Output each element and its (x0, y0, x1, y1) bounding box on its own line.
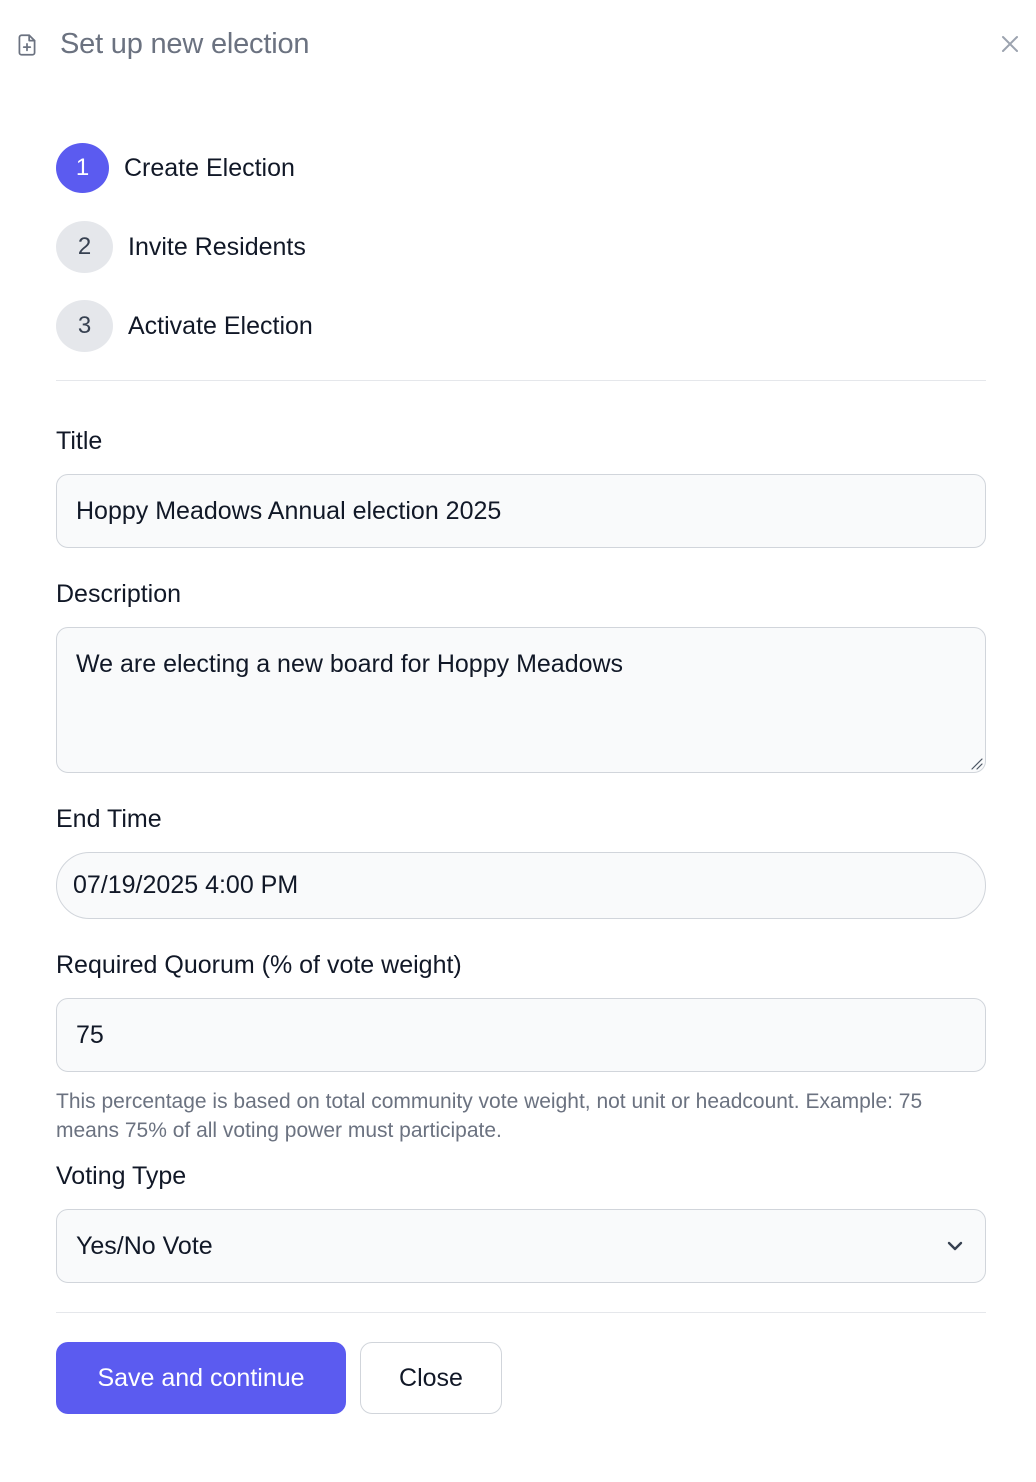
quorum-label: Required Quorum (% of vote weight) (56, 951, 462, 979)
step-activate-election (56, 300, 313, 352)
step-number: 1 (56, 143, 109, 193)
description-textarea[interactable] (56, 627, 986, 773)
description-value: We are electing a new board for Hoppy Meadows (76, 650, 624, 678)
divider (56, 1312, 986, 1313)
stepper (56, 142, 313, 379)
chevron-down-icon (945, 1236, 965, 1256)
voting-type-value: Yes/No Vote (76, 1231, 213, 1260)
end-time-label: End Time (56, 805, 162, 833)
title-input[interactable] (56, 474, 986, 548)
quorum-input[interactable] (56, 998, 986, 1072)
title-label: Title (56, 427, 103, 455)
close-button[interactable]: Close (360, 1342, 502, 1414)
file-plus-icon (14, 32, 40, 58)
voting-type-label: Voting Type (56, 1162, 187, 1190)
quorum-value: 75 (76, 1020, 104, 1049)
step-number: 3 (56, 300, 113, 352)
step-label: Activate Election (128, 311, 313, 340)
quorum-helper-text: This percentage is based on total community vote weight, not unit or headcount. Example: 75 means 75% of all voting power must participate. (56, 1090, 923, 1142)
resize-handle-icon[interactable] (967, 754, 983, 770)
modal-header (14, 28, 309, 61)
step-label: Create Election (124, 153, 295, 182)
step-invite-residents (56, 221, 313, 273)
end-time-value: 07/19/2025 4:00 PM (73, 871, 299, 899)
step-create-election (56, 142, 313, 194)
end-time-input[interactable] (56, 852, 986, 919)
close-icon[interactable] (998, 32, 1022, 56)
voting-type-select[interactable] (56, 1209, 986, 1283)
step-label: Invite Residents (128, 232, 306, 261)
description-label: Description (56, 580, 182, 608)
step-number: 2 (56, 221, 113, 273)
divider (56, 380, 986, 381)
title-value: Hoppy Meadows Annual election 2025 (76, 496, 502, 525)
save-and-continue-button[interactable]: Save and continue (56, 1342, 346, 1414)
modal-title: Set up new election (60, 28, 310, 60)
